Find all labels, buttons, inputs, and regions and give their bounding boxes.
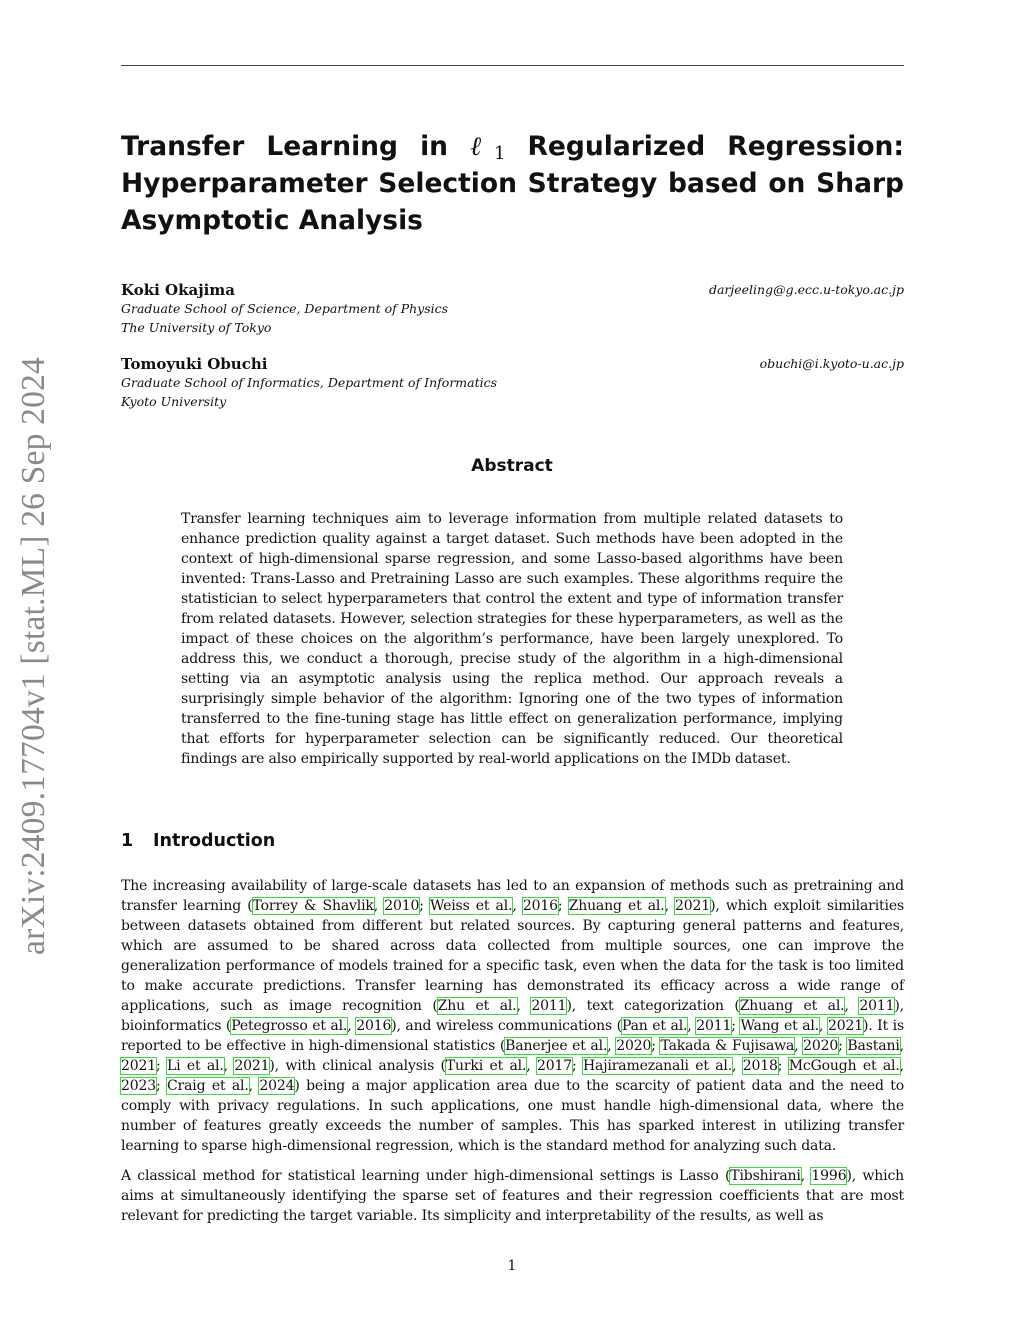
- top-rule: [121, 65, 904, 66]
- citation-link[interactable]: 2010: [384, 898, 420, 914]
- section-title: Introduction: [153, 831, 276, 851]
- text-run: ,: [732, 1058, 743, 1074]
- citation-link[interactable]: Banerjee et al.: [505, 1038, 608, 1054]
- text-run: ,: [223, 1058, 235, 1074]
- text-run: ), with clinical analysis (: [269, 1058, 446, 1074]
- citation-link[interactable]: 2021: [675, 898, 711, 914]
- citation-link[interactable]: Bastani: [847, 1038, 900, 1054]
- citation-link[interactable]: 1996: [811, 1168, 847, 1184]
- text-run: ), which aims at simultaneously identifying the sparse set of features and their regression coefficients that are most relevant for predicting the target variable. Its simplicity and interpretability of the results, as well as: [121, 1168, 904, 1224]
- author-affiliation-department: Graduate School of Informatics, Department of Informatics: [121, 375, 498, 390]
- text-run: ;: [731, 1018, 741, 1034]
- author-affiliation-university: Kyoto University: [121, 393, 227, 409]
- paper-title: [121, 128, 904, 239]
- citation-link[interactable]: 2021: [121, 1058, 157, 1074]
- citation-link[interactable]: Tibshirani: [730, 1168, 801, 1184]
- text-run: ,: [248, 1078, 260, 1094]
- abstract-heading: Abstract: [471, 456, 553, 476]
- author-name: Koki Okajima: [121, 281, 235, 299]
- citation-link[interactable]: Petegrosso et al.: [231, 1018, 348, 1034]
- section-number: 1: [121, 831, 134, 851]
- text-run: ,: [516, 998, 532, 1014]
- text-run: ,: [800, 1168, 812, 1184]
- title-math-symbol: ℓ: [470, 131, 494, 162]
- citation-link[interactable]: 2023: [121, 1078, 157, 1094]
- text-run: ,: [899, 1038, 904, 1054]
- citation-link[interactable]: 2020: [803, 1038, 839, 1054]
- citation-link[interactable]: Li et al.: [166, 1058, 224, 1074]
- author-email[interactable]: obuchi@i.kyoto-u.ac.jp: [759, 356, 904, 371]
- text-run: ), text categorization (: [566, 998, 740, 1014]
- author-affiliation-department: Graduate School of Science, Department of Physics: [121, 301, 449, 316]
- text-run: ), bioinformatics (: [121, 998, 904, 1034]
- citation-link[interactable]: Craig et al.: [167, 1078, 249, 1094]
- section-heading-introduction: [121, 831, 275, 851]
- title-math-subscript: 1: [494, 143, 506, 164]
- title-math-l1: [470, 131, 505, 162]
- text-run: ,: [607, 1038, 617, 1054]
- citation-link[interactable]: Takada & Fujisawa: [660, 1038, 795, 1054]
- citation-link[interactable]: 2017: [536, 1058, 572, 1074]
- citation-link[interactable]: 2024: [259, 1078, 295, 1094]
- text-run: ,: [664, 898, 676, 914]
- text-run: ,: [347, 1018, 357, 1034]
- arxiv-identifier-stamp[interactable]: arXiv:2409.17704v1 [stat.ML] 26 Sep 2024: [15, 357, 52, 955]
- citation-link[interactable]: Hajiramezanali et al.: [582, 1058, 733, 1074]
- citation-link[interactable]: Zhuang et al.: [568, 898, 665, 914]
- author-email[interactable]: darjeeling@g.ecc.u-tokyo.ac.jp: [708, 282, 904, 297]
- text-run: ;: [156, 1078, 167, 1094]
- text-run: The increasing availability of large-scale datasets has led to an expansion of methods such as pretraining and transfer learning (: [121, 878, 904, 914]
- text-run: ), and wireless communications (: [391, 1018, 622, 1034]
- citation-link[interactable]: Pan et al.: [621, 1018, 688, 1034]
- text-run: A classical method for statistical learning under high-dimensional settings is Lasso (: [121, 1168, 731, 1184]
- citation-link[interactable]: Torrey & Shavlik: [252, 898, 374, 914]
- citation-link[interactable]: 2021: [234, 1058, 270, 1074]
- abstract-body: Transfer learning techniques aim to leverage information from multiple related datasets to enhance prediction quality against a target dataset. Such methods have been adopted in the context of high-dimensional sparse regression, and some Lasso-based algorithms have been invented: Trans-Lasso and Pretraining Lasso are such examples. These algorithms require the statistician to select hyperparameters that control the extent and type of information transfer from related datasets. However, selection strategies for these hyperparameters, as well as the impact of these choices on the algorithm’s performance, have been largely unexplored. To address this, we conduct a thorough, precise study of the algorithm in a high-dimensional setting via an asymptotic analysis using the replica method. Our approach reveals a surprisingly simple behavior of the algorithm: Ignoring one of the two types of information transferred to the fine-tuning stage has little effect on generalization performance, implying that efforts for hyperparameter selection can be significantly reduced. Our theoretical findings are also empirically supported by real-world applications on the IMDb dataset.: [181, 511, 843, 767]
- text-run: ) being a major application area due to the scarcity of patient data and the need to comply with privacy regulations. In such applications, one must handle high-dimensional data, where the number of features greatly exceeds the number of samples. This has sparked interest in utilizing transfer learning to sparse high-dimensional regression, which is the standard method for analyzing such data.: [121, 1078, 904, 1154]
- text-run: ;: [777, 1058, 789, 1074]
- citation-link[interactable]: Turki et al.: [445, 1058, 527, 1074]
- text-run: ), which exploit similarities between datasets obtained from different but related sources. By capturing general patterns and features, which are assumed to be shared across data collected from multiple sources, one can improve the generalization performance of models trained for a specific task, even when the data for the task is too limited to make accurate predictions. Transfer learning has demonstrated its efficacy across a wide range of applications, such as image recognition (: [121, 898, 905, 1014]
- citation-link[interactable]: 2021: [827, 1018, 863, 1034]
- citation-link[interactable]: 2011: [696, 1018, 732, 1034]
- title-text-end: Regularized Regression: Hyperparameter Selection Strategy based on Sharp Asymptotic Analysis: [121, 131, 904, 236]
- intro-paragraph-2: [121, 1166, 904, 1226]
- text-run: ,: [844, 998, 860, 1014]
- citation-link[interactable]: 2011: [859, 998, 895, 1014]
- author-block-2: [121, 355, 904, 411]
- citation-link[interactable]: 2016: [522, 898, 558, 914]
- citation-link[interactable]: 2020: [616, 1038, 652, 1054]
- text-run: ;: [419, 898, 430, 914]
- citation-link[interactable]: Wang et al.: [740, 1018, 820, 1034]
- page-number: 1: [507, 1258, 517, 1274]
- text-run: ;: [651, 1038, 661, 1054]
- text-run: ,: [512, 898, 523, 914]
- text-run: ;: [572, 1058, 583, 1074]
- citation-link[interactable]: 2018: [742, 1058, 778, 1074]
- intro-paragraph-1: [121, 876, 904, 1156]
- citation-link[interactable]: Weiss et al.: [430, 898, 513, 914]
- citation-link[interactable]: 2016: [356, 1018, 392, 1034]
- text-run: ;: [838, 1038, 848, 1054]
- citation-link[interactable]: 2011: [531, 998, 567, 1014]
- text-run: ,: [373, 898, 385, 914]
- text-run: ). It is reported to be effective in high-dimensional statistics (: [121, 1018, 905, 1054]
- text-run: ,: [526, 1058, 537, 1074]
- author-block-1: [121, 281, 904, 337]
- citation-link[interactable]: Zhuang et al.: [739, 998, 845, 1014]
- text-run: ;: [557, 898, 569, 914]
- text-run: ;: [156, 1058, 167, 1074]
- author-affiliation-university: The University of Tokyo: [121, 319, 272, 335]
- author-name: Tomoyuki Obuchi: [121, 355, 268, 373]
- text-run: ,: [819, 1018, 828, 1034]
- text-run: ,: [794, 1038, 804, 1054]
- title-text-start: Transfer Learning in: [121, 131, 471, 162]
- text-run: ,: [687, 1018, 697, 1034]
- citation-link[interactable]: McGough et al.: [788, 1058, 900, 1074]
- citation-link[interactable]: Zhu et al.: [437, 998, 517, 1014]
- text-run: ,: [899, 1058, 904, 1074]
